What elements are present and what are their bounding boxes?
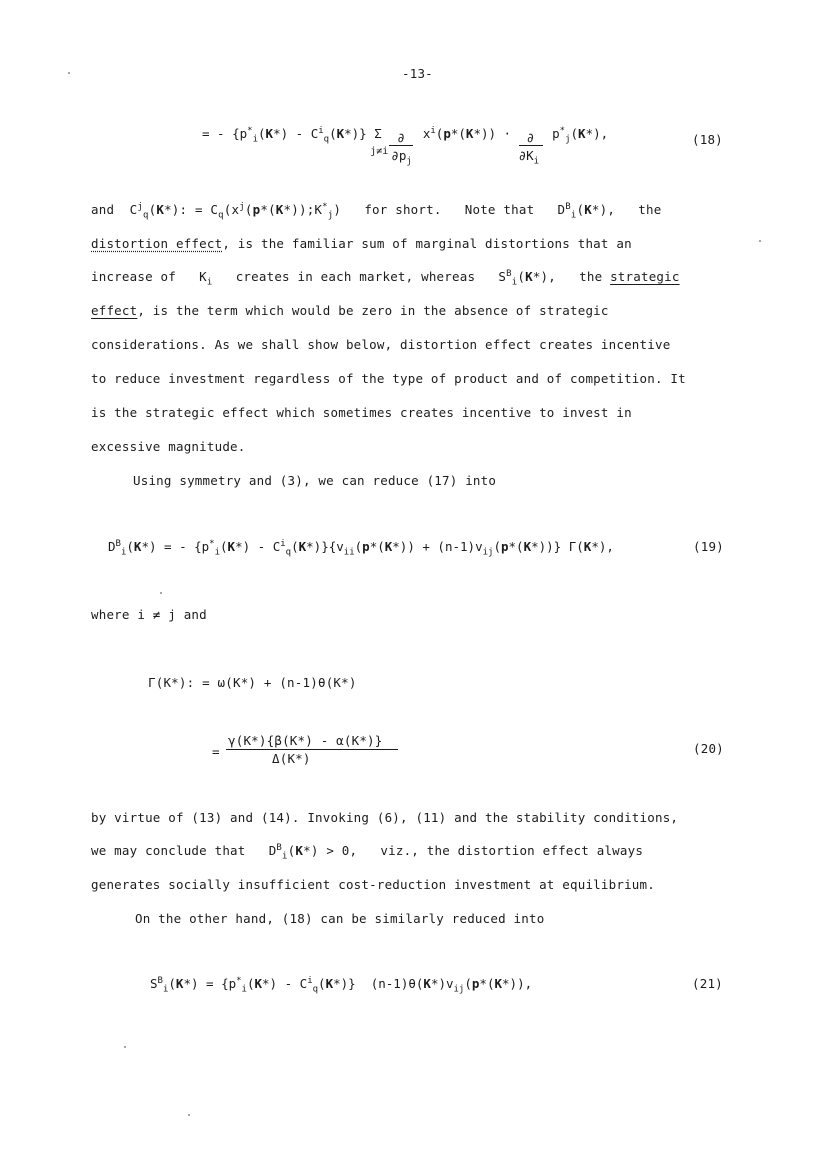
equation-20-numerator: γ(K*){β(K*) - α(K*)} <box>228 733 383 748</box>
paragraph-1-line-4: effect, is the term which would be zero in the absence of strategic <box>91 303 609 318</box>
paragraph-3-line-2: we may conclude that $D^B_i(K*) > 0$, viz., the distortion effect always <box>91 843 644 862</box>
paragraph-1-line-7: is the strategic effect which sometimes creates incentive to invest in <box>91 405 632 420</box>
equation-20-denominator: Δ(K*) <box>272 751 311 766</box>
fraction-bar <box>226 749 398 750</box>
equation-20-number: (20) <box>693 741 724 756</box>
paragraph-1-line-1: and $C^j_q(K*)$: = $C_q(x^j(p*(K*));K^*_j)$ for short. Note that $D^B_i(K*)$, the <box>91 202 662 221</box>
equation-19: $D^B_i(K*)$ = - $\{p^*_i(K*) - C^i_q(K*)\}\{v_{ii}(p*(K*)) + (n-1)v_{ij}(p*(K*))\}$ Γ(K*), <box>108 539 614 558</box>
where-line: where i ≠ j and <box>91 607 207 622</box>
paragraph-3-line-3: generates socially insufficient cost-reduction investment at equilibrium. <box>91 877 655 892</box>
paragraph-1-line-2: distortion effect, is the familiar sum of marginal distortions that an <box>91 236 632 251</box>
gamma-definition: Γ(K*): = ω(K*) + (n-1)θ(K*) <box>148 675 357 690</box>
scan-speck <box>160 592 162 594</box>
paragraph-1-line-8: excessive magnitude. <box>91 439 246 454</box>
scan-speck <box>188 1114 190 1116</box>
paragraph-2: Using symmetry and (3), we can reduce (17) into <box>133 473 497 488</box>
scan-speck <box>124 1046 126 1048</box>
paragraph-1-line-6: to reduce investment regardless of the type of product and of competition. It <box>91 371 686 386</box>
equation-18 <box>202 126 609 167</box>
equation-19-number: (19) <box>693 539 724 554</box>
paragraph-1-line-3: increase of $K_i$ creates in each market, whereas $S^B_i(K*)$, the strategic <box>91 269 680 288</box>
page-number: -13- <box>402 66 433 81</box>
equation-21-number: (21) <box>692 976 723 991</box>
equation-18-number: (18) <box>692 132 723 147</box>
equation-18-body: = - $\{p^*_i(K*) - C^i_q(K*)\}$ Σ j≠i ∂ $\partial p_j$ $x^i(p*(K*))$ · ∂ $\partial K_i$ $p^*_j(K*)$, <box>202 126 609 167</box>
equals-sign: = <box>212 744 220 759</box>
scan-speck <box>759 240 761 242</box>
paragraph-3-line-1: by virtue of (13) and (14). Invoking (6), (11) and the stability conditions, <box>91 810 679 825</box>
scan-speck <box>68 72 70 74</box>
paragraph-4: On the other hand, (18) can be similarly reduced into <box>135 911 545 926</box>
equation-21: $S^B_i(K*) = \{p^*_i(K*) - C^i_q(K*)\}$ $(n-1)\theta(K*)v_{ij}(p*(K*))$, <box>150 976 533 995</box>
paragraph-1-line-5: considerations. As we shall show below, distortion effect creates incentive <box>91 337 671 352</box>
